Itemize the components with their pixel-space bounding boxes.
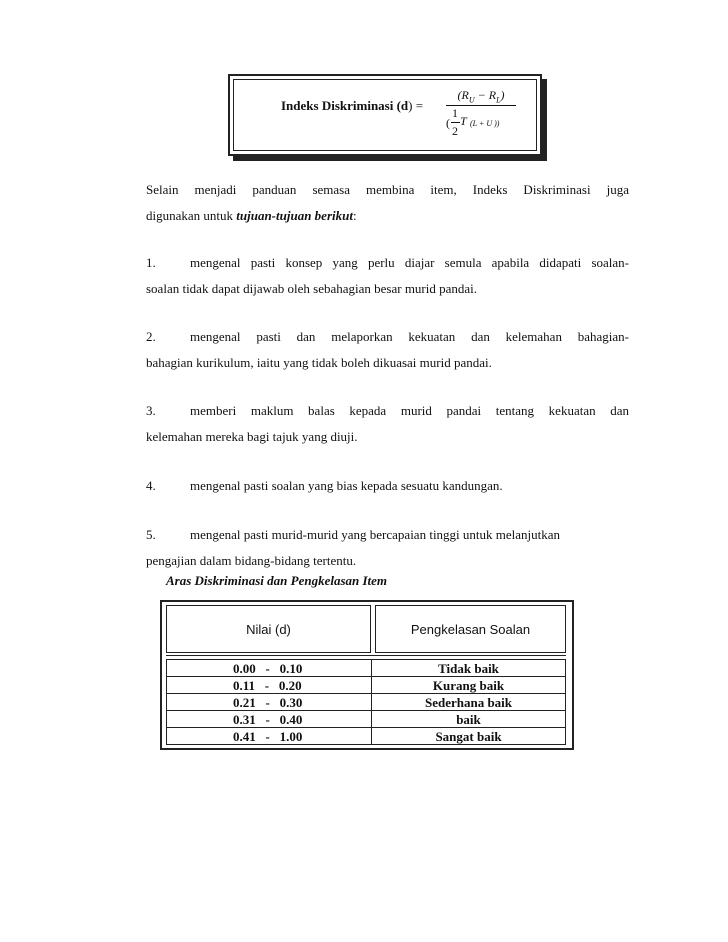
cell-class: baik [372,711,566,728]
discrimination-table [160,600,574,750]
cell-class: Kurang baik [372,677,566,694]
den-half-bar [451,122,460,123]
list-item-number: 3. [146,403,156,418]
list-item-number: 4. [146,478,156,493]
num-l: L [496,95,501,105]
cell-range: 0.11 - 0.20 [167,677,372,694]
list-item-number: 5. [146,527,156,542]
list-item-line-1: mengenal pasti murid-murid yang bercapaian tinggi untuk melanjutkan [190,527,561,542]
intro-line-2 [146,203,629,229]
formula-denominator [446,106,516,142]
list-item-line-1: mengenal pasti soalan yang bias kepada sesuatu kandungan. [190,478,503,493]
intro-line-2-prefix: digunakan untuk [146,208,237,223]
list-item [146,250,629,302]
table-row [167,711,566,728]
cell-range: 0.31 - 0.40 [167,711,372,728]
table-header [166,605,566,653]
list-item-number: 2. [146,329,156,344]
num-r2: R [488,88,497,102]
list-item-line-1: mengenal pasti dan melaporkan kekuatan dan kelemahan bahagian- [190,329,629,344]
num-minus: − [474,88,489,102]
cell-class: Sangat baik [372,728,566,745]
list-item-line-2: pengajian dalam bidang-bidang tertentu. [146,553,357,568]
num-u: U [468,95,475,105]
formula-numerator [446,88,516,104]
den-subscript: (L + U )) [470,119,500,129]
intro-line-2-italic: tujuan-tujuan berikut [236,208,353,223]
list-item [146,324,629,376]
list-item-line-2: soalan tidak dapat dijawab oleh sebahagian besar murid pandai. [146,281,478,296]
intro-line-1: Selain menjadi panduan semasa membina item, Indeks Diskriminasi juga [146,182,629,197]
list-item [146,398,629,450]
den-two: 2 [452,124,458,139]
list-item [146,473,629,499]
formula-box [228,74,542,156]
list-item-line-1: memberi maklum balas kepada murid pandai tentang kekuatan dan [190,403,629,418]
intro-line-2-suffix: : [352,208,357,223]
header-nilai: Nilai (d) [166,605,371,653]
cell-class: Sederhana baik [372,694,566,711]
formula-inner-border [233,79,537,151]
list-item [146,522,629,574]
formula-label-text: Indeks Diskriminasi ( [281,98,401,113]
table-row [167,660,566,677]
den-t: T [460,114,467,129]
den-one: 1 [452,106,458,121]
table-title: Aras Diskriminasi dan Pengkelasan Item [166,573,388,588]
num-close: ) [500,88,505,102]
list-item-line-2: kelemahan mereka bagi tajuk yang diuji. [146,429,358,444]
cell-range: 0.21 - 0.30 [167,694,372,711]
table-body [166,659,566,745]
list-item-line-2: bahagian kurikulum, iaitu yang tidak boleh dikuasai murid pandai. [146,355,492,370]
formula-fraction [446,88,516,142]
formula-label-equals: ) = [408,98,424,113]
cell-range: 0.41 - 1.00 [167,728,372,745]
num-r1: R [461,88,469,102]
table-row [167,728,566,745]
list-item-number: 1. [146,255,156,270]
formula-label-d: d [400,98,409,113]
table-divider [166,655,566,656]
table-row [167,694,566,711]
table-row [167,677,566,694]
den-open: ( [446,116,450,131]
intro-paragraph [146,177,629,229]
list-item-line-1: mengenal pasti konsep yang perlu diajar semula apabila didapati soalan- [190,255,629,270]
cell-range: 0.00 - 0.10 [167,660,372,677]
header-pengkelasan: Pengkelasan Soalan [375,605,566,653]
formula-label [281,98,423,114]
cell-class: Tidak baik [372,660,566,677]
num-open: ( [457,88,462,102]
